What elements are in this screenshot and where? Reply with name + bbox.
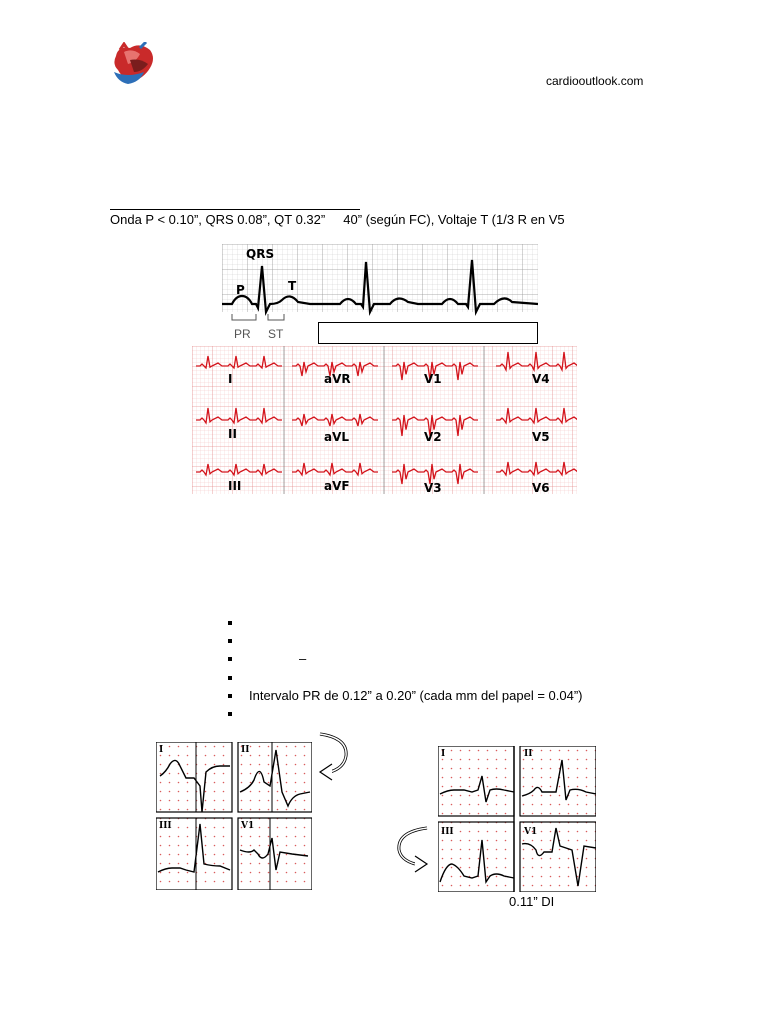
example-a-lead-V1: V1 [241,821,255,831]
list-item [228,687,583,705]
lead-label-I: I [228,372,233,386]
pr-interval-label: PR [234,327,251,341]
example-caption: 0.11” DI [509,894,555,909]
lead-label-V5: V5 [532,430,550,444]
example-b-lead-III: III [441,827,454,837]
heart-logo-icon [110,42,158,86]
ecg-normal-values: Onda P < 0.10”, QRS 0.08”, QT 0.32” 40” (según FC), Voltaje T (1/3 R en V5 [110,212,565,227]
site-name: cardiooutlook.com [546,74,644,88]
lead-label-V3: V3 [424,481,442,494]
example-a-lead-II: II [241,745,250,755]
list-item [228,650,583,668]
example-a-lead-III: III [159,821,172,831]
heading-underline [110,209,360,210]
bullet-icon [228,676,232,680]
bullet-icon [228,694,232,698]
list-item-text: – [299,651,307,667]
lead-label-V6: V6 [532,481,550,494]
lead-label-II: II [228,427,237,441]
p-wave-label: P [236,283,245,297]
curved-arrow-icon [316,730,352,782]
qrs-label: QRS [246,247,275,261]
list-item [228,614,583,632]
list-item [228,669,583,687]
bullet-icon [228,712,232,716]
lead-label-III: III [228,479,242,493]
twelve-lead-ecg [192,346,577,494]
st-segment-label: ST [268,327,284,341]
bullet-icon [228,657,232,661]
t-wave-label: T [288,279,297,293]
blank-text-box [318,322,538,344]
example-b-lead-V1: V1 [524,827,538,837]
example-b-lead-I: I [441,749,446,759]
lead-label-V1: V1 [424,372,442,386]
bullet-icon [228,639,232,643]
criteria-list [228,614,583,723]
ecg-example-a [156,742,312,890]
lead-label-V2: V2 [424,430,442,444]
list-item [228,705,583,723]
bullet-icon [228,621,232,625]
list-item [228,632,583,650]
list-item-text: Intervalo PR de 0.12” a 0.20” (cada mm del papel = 0.04”) [249,687,583,703]
lead-label-aVR: aVR [324,372,351,386]
curved-arrow-icon [393,824,431,874]
lead-label-aVF: aVF [324,479,350,493]
lead-label-V4: V4 [532,372,550,386]
ecg-example-b [438,746,596,892]
lead-label-aVL: aVL [324,430,350,444]
example-a-lead-I: I [159,745,164,755]
example-b-lead-II: II [524,749,533,759]
